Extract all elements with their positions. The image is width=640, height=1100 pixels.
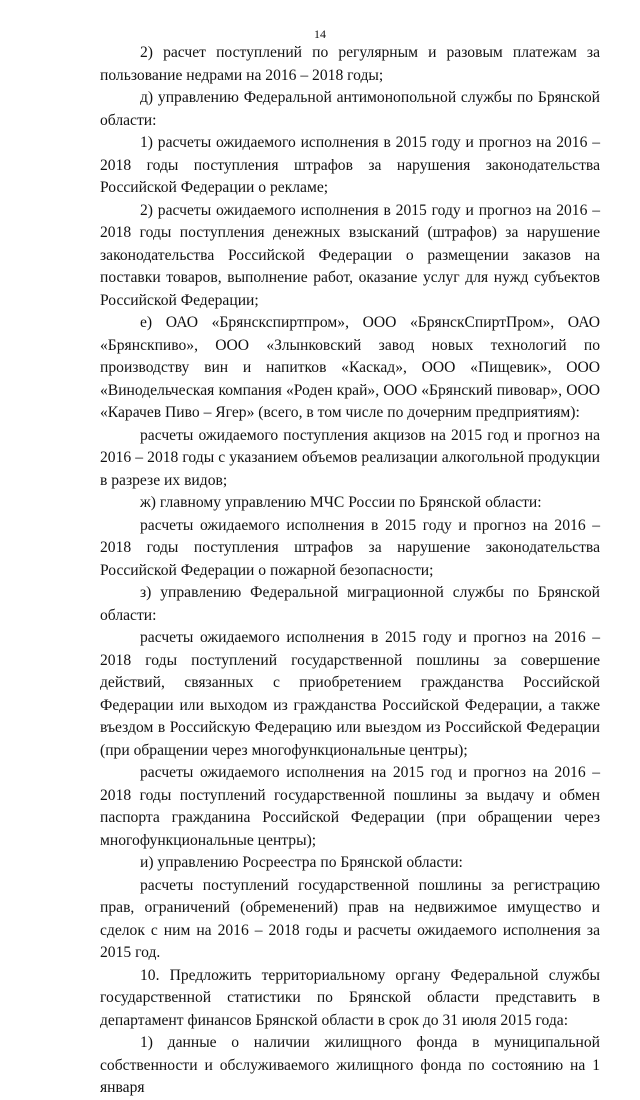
paragraph: расчеты ожидаемого поступления акцизов на 2015 год и прогноз на 2016 – 2018 годы с указанием объемов реализации алкогольной продукции в разрезе их видов; — [100, 426, 600, 489]
page-number: 14 — [314, 27, 326, 41]
paragraph: 1) расчеты ожидаемого исполнения в 2015 году и прогноз на 2016 – 2018 годы поступления штрафов за нарушения законодательства Российской Федерации о рекламе; — [100, 134, 600, 196]
paragraph: 2) расчет поступлений по регулярным и разовым платежам за пользование недрами на 2016 – 2018 годы; — [100, 44, 600, 84]
paragraph: ж) главному управлению МЧС России по Брянской области: — [140, 494, 542, 511]
paragraph: е) ОАО «Брянскспиртпром», ООО «БрянскСпиртПром», ОАО «Брянскпиво», ООО «Злынковский завод новых технологий по производству вин и напитков «Каскад», ООО «Пищевик», ООО «Винодельческая компания «Роден край», ООО «Брянский пивовар», ООО «Карачев Пиво – Ягер» (всего, в том числе по дочерним предприятиям): — [100, 314, 600, 421]
paragraph: 10. Предложить территориальному органу Федеральной службы государственной статистики по Брянской области представить в департамент финансов Брянской области в срок до 31 июля 2015 года: — [100, 966, 600, 1029]
paragraph: и) управлению Росреестра по Брянской области: — [140, 854, 463, 871]
paragraph: расчеты ожидаемого исполнения в 2015 году и прогноз на 2016 – 2018 годы поступлений государственной пошлины за совершение действий, связанных с приобретением гражданства Российской Федерации или выходом из гражданства Российской Федерации, а также въездом в Российскую Федерацию или выездом из Российской Федерации (при обращении через многофункциональные центры); — [100, 629, 600, 759]
paragraph: 2) расчеты ожидаемого исполнения в 2015 году и прогноз на 2016 – 2018 годы поступления денежных взысканий (штрафов) за нарушение законодательства Российской Федерации о размещении заказов на поставки товаров, выполнение работ, оказание услуг для нужд субъектов Российской Федерации; — [100, 201, 600, 309]
paragraph: расчеты ожидаемого исполнения в 2015 году и прогноз на 2016 – 2018 годы поступления штрафов за нарушение законодательства Российской Федерации о пожарной безопасности; — [100, 516, 600, 579]
paragraph: расчеты ожидаемого исполнения на 2015 год и прогноз на 2016 – 2018 годы поступлений государственной пошлины за выдачу и обмен паспорта гражданина Российской Федерации (при обращении через многофункциональные центры); — [100, 764, 600, 849]
document-body — [100, 42, 600, 1100]
paragraph: расчеты поступлений государственной пошлины за регистрацию прав, ограничений (обременений) прав на недвижимое имущество и сделок с ним на 2016 – 2018 годы и расчеты ожидаемого исполнения за 2015 год. — [100, 876, 600, 961]
paragraph: з) управлению Федеральной миграционной службы по Брянской области: — [100, 584, 600, 624]
paragraph: д) управлению Федеральной антимонопольной службы по Брянской области: — [100, 89, 600, 129]
paragraph: 1) данные о наличии жилищного фонда в муниципальной собственности и обслуживаемого жилищного фонда по состоянию на 1 января — [100, 1034, 600, 1096]
